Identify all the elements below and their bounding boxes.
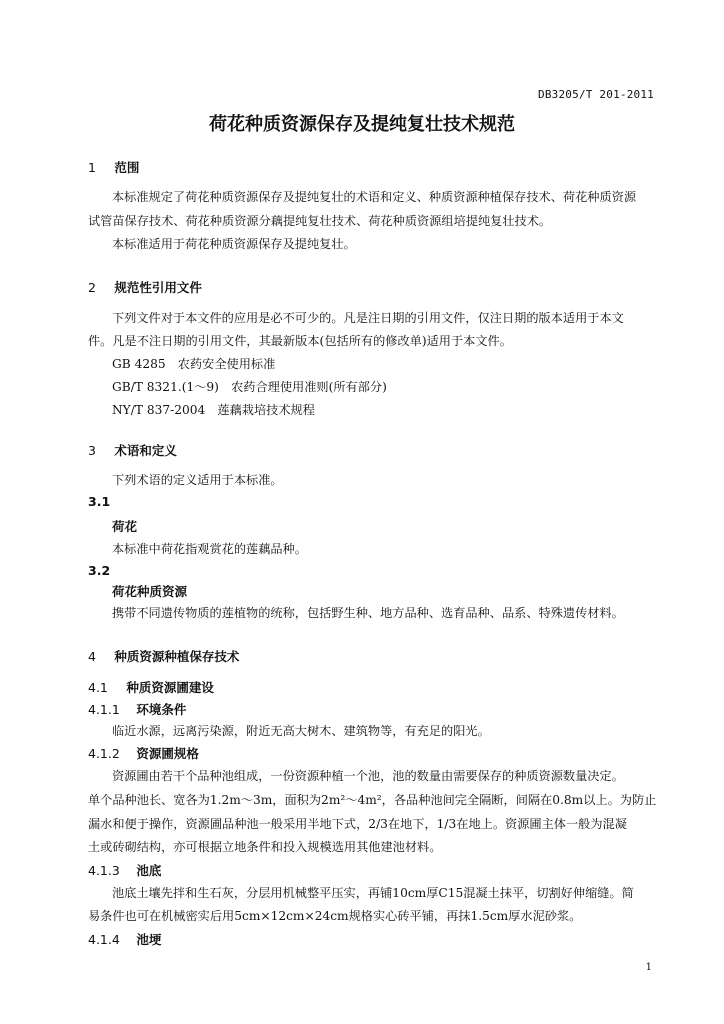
section-2-title: 规范性引用文件 (114, 280, 202, 295)
subsection-4-1-3-heading (88, 861, 161, 879)
subsection-4-1-heading (88, 678, 214, 696)
section-1-heading (88, 158, 139, 176)
section-2-para-1-line-2: 件。凡是不注日期的引用文件，其最新版本(包括所有的修改单)适用于本文件。 (88, 334, 512, 348)
reference-item: NY/T 837-2004 莲藕栽培技术规程 (112, 403, 315, 417)
subsection-4-1-4-heading (88, 930, 161, 948)
section-2-para-1-line-1: 下列文件对于本文件的应用是必不可少的。凡是注日期的引用文件，仅注日期的版本适用于本文 (112, 311, 624, 325)
section-1-title: 范围 (114, 160, 140, 175)
section-3-title: 术语和定义 (114, 443, 177, 458)
subsection-4-1-3-title: 池底 (136, 863, 162, 878)
subsection-4-1-number: 4.1 (88, 680, 108, 695)
subsection-4-1-1-text: 临近水源，远离污染源，附近无高大树木、建筑物等，有充足的阳光。 (112, 724, 490, 738)
subsection-4-1-3-line-1: 池底土壤先拌和生石灰，分层用机械整平压实，再铺10cm厚C15混凝土抹平，切割好伸缩缝。简 (112, 886, 634, 900)
subsection-4-1-2-line-3: 漏水和便于操作，资源圃品种池一般采用半地下式，2/3在地下，1/3在地上。资源圃主体一般为混凝 (88, 817, 627, 831)
term-3-2-name: 荷花种质资源 (112, 584, 188, 599)
subsection-4-1-1-heading (88, 700, 186, 718)
term-3-2-number: 3.2 (88, 563, 111, 578)
reference-item: GB/T 8321.(1～9) 农药合理使用准则(所有部分) (112, 380, 387, 394)
term-3-1-number: 3.1 (88, 494, 111, 509)
subsection-4-1-2-title: 资源圃规格 (136, 746, 199, 761)
section-1-para-1-line-2: 试管苗保存技术、荷花种质资源分藕提纯复壮技术、荷花种质资源组培提纯复壮技术。 (88, 214, 552, 228)
subsection-4-1-1-number: 4.1.1 (88, 702, 120, 717)
subsection-4-1-2-heading (88, 744, 199, 762)
reference-item: GB 4285 农药安全使用标准 (112, 357, 276, 371)
subsection-4-1-1-title: 环境条件 (136, 702, 187, 717)
term-3-2-definition: 携带不同遗传物质的莲植物的统称，包括野生种、地方品种、选育品种、品系、特殊遗传材料。 (112, 606, 624, 620)
document-code: DB3205/T 201-2011 (538, 88, 654, 101)
section-3-number: 3 (88, 443, 96, 458)
term-3-1-definition: 本标准中荷花指观赏花的莲藕品种。 (112, 542, 307, 556)
section-1-para-2: 本标准适用于荷花种质资源保存及提纯复壮。 (112, 237, 356, 251)
document-title: 荷花种质资源保存及提纯复壮技术规范 (209, 114, 515, 135)
subsection-4-1-title: 种质资源圃建设 (126, 680, 214, 695)
section-1-para-1-line-1: 本标准规定了荷花种质资源保存及提纯复壮的术语和定义、种质资源种植保存技术、荷花种质资源 (112, 190, 637, 204)
section-3-heading (88, 441, 177, 459)
subsection-4-1-2-number: 4.1.2 (88, 746, 120, 761)
subsection-4-1-3-line-2: 易条件也可在机械密实后用5cm×12cm×24cm规格实心砖平铺，再抹1.5cm厚水泥砂浆。 (88, 909, 582, 923)
page-number: 1 (645, 962, 652, 973)
subsection-4-1-2-line-1: 资源圃由若干个品种池组成，一份资源种植一个池，池的数量由需要保存的种质资源数量决定。 (112, 769, 624, 783)
subsection-4-1-2-line-2: 单个品种池长、宽各为1.2m～3m，面积为2m²～4m²，各品种池间完全隔断，间隔在0.8m以上。为防止 (88, 793, 657, 807)
section-4-title: 种质资源种植保存技术 (114, 649, 240, 664)
section-2-heading (88, 278, 202, 296)
section-4-heading (88, 647, 239, 665)
section-4-number: 4 (88, 649, 96, 664)
subsection-4-1-4-number: 4.1.4 (88, 932, 120, 947)
subsection-4-1-2-line-4: 土或砖砌结构，亦可根据立地条件和投入规模选用其他建池材料。 (88, 840, 442, 854)
subsection-4-1-4-title: 池埂 (136, 932, 162, 947)
section-2-number: 2 (88, 280, 96, 295)
section-1-number: 1 (88, 160, 96, 175)
term-3-1-name: 荷花 (112, 519, 138, 534)
subsection-4-1-3-number: 4.1.3 (88, 863, 120, 878)
section-3-intro: 下列术语的定义适用于本标准。 (112, 473, 283, 487)
